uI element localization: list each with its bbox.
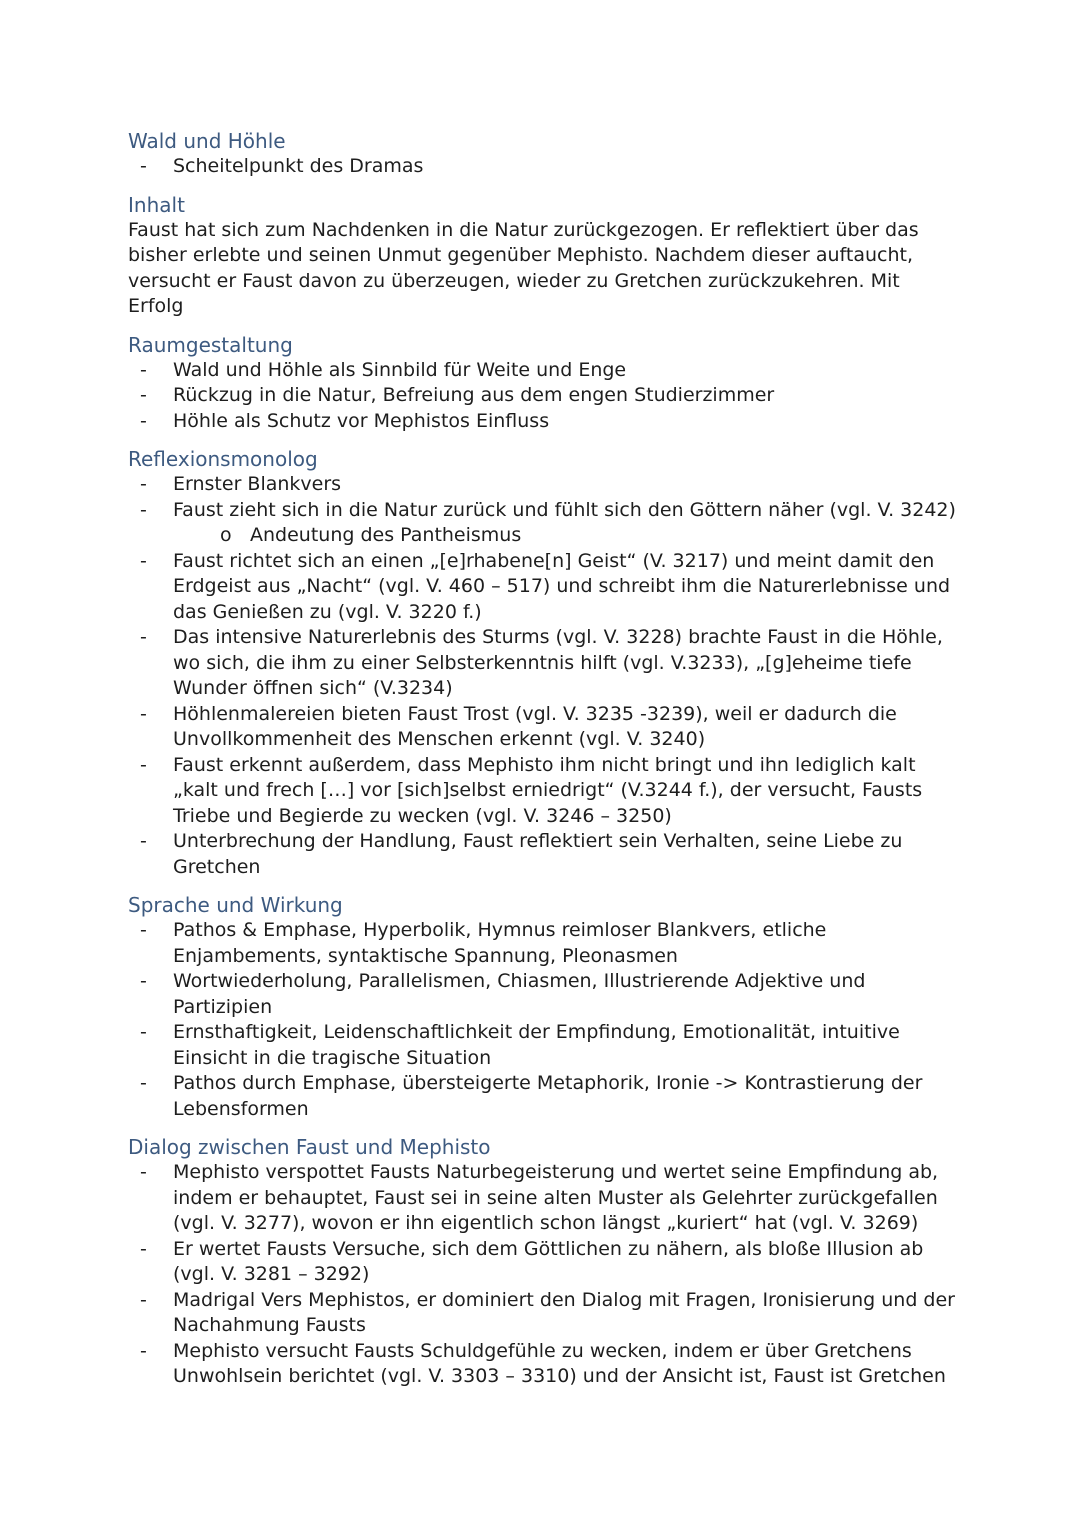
list-item: - Ernster Blankvers bbox=[128, 472, 958, 498]
list-item: - Höhlenmalereien bieten Faust Trost (vgl. V. 3235 -3239), weil er dadurch die Unvollkommenheit des Menschen erkennt (vgl. V. 3240) bbox=[128, 702, 958, 753]
section-heading: Reflexionsmonolog bbox=[128, 447, 318, 471]
list-item: - Unterbrechung der Handlung, Faust reflektiert sein Verhalten, seine Liebe zu Gretchen bbox=[128, 829, 958, 880]
sub-list-item: o Andeutung des Pantheismus bbox=[128, 523, 958, 549]
list-item: - Wortwiederholung, Parallelismen, Chiasmen, Illustrierende Adjektive und Partizipien bbox=[128, 969, 958, 1020]
list-item: - Faust erkennt außerdem, dass Mephisto ihm nicht bringt und ihn lediglich kalt „kalt und frech […] vor [sich]selbst erniedrigt“ (V.3244 f.), der versucht, Fausts Triebe und Begierde zu wecken (vgl. V. 3246 – 3250) bbox=[128, 753, 958, 830]
list-item: - Er wertet Fausts Versuche, sich dem Göttlichen zu nähern, als bloße Illusion ab (vgl. V. 3281 – 3292) bbox=[128, 1237, 958, 1288]
bullet-list bbox=[128, 1160, 958, 1390]
list-item: - Das intensive Naturerlebnis des Sturms (vgl. V. 3228) brachte Faust in die Höhle, wo sich, die ihm zu einer Selbsterkenntnis hilft (vgl. V.3233), „[g]eheime tiefe Wunder öffnen sich“ (V.3234) bbox=[128, 625, 958, 702]
bullet-list bbox=[128, 918, 958, 1122]
bullet-list bbox=[128, 358, 958, 435]
list-item: - Rückzug in die Natur, Befreiung aus dem engen Studierzimmer bbox=[128, 383, 958, 409]
list-item: - Ernsthaftigkeit, Leidenschaftlichkeit der Empfindung, Emotionalität, intuitive Einsicht in die tragische Situation bbox=[128, 1020, 958, 1071]
sub-bullet-list bbox=[128, 523, 958, 549]
section-heading: Dialog zwischen Faust und Mephisto bbox=[128, 1135, 491, 1159]
bullet-list bbox=[128, 549, 958, 881]
list-item: - Pathos & Emphase, Hyperbolik, Hymnus reimloser Blankvers, etliche Enjambements, syntaktische Spannung, Pleonasmen bbox=[128, 918, 958, 969]
section-sprache-und-wirkung bbox=[128, 892, 958, 1122]
list-item: - Faust richtet sich an einen „[e]rhabene[n] Geist“ (V. 3217) und meint damit den Erdgeist aus „Nacht“ (vgl. V. 460 – 517) und schreibt ihm die Naturerlebnisse und das Genießen zu (vgl. V. 3220 f.) bbox=[128, 549, 958, 626]
paragraph: Faust hat sich zum Nachdenken in die Natur zurückgezogen. Er reflektiert über das bisher erlebte und seinen Unmut gegenüber Mephisto. Nachdem dieser auftaucht, versucht er Faust davon zu überzeugen, wieder zu Gretchen zurückzukehren. Mit Erfolg bbox=[128, 218, 919, 317]
list-item: - Wald und Höhle als Sinnbild für Weite und Enge bbox=[128, 358, 958, 384]
section-dialog bbox=[128, 1134, 958, 1390]
section-heading: Sprache und Wirkung bbox=[128, 893, 343, 917]
list-item: - Höhle als Schutz vor Mephistos Einfluss bbox=[128, 409, 958, 435]
bullet-list bbox=[128, 154, 958, 180]
list-item: - Madrigal Vers Mephistos, er dominiert den Dialog mit Fragen, Ironisierung und der Nachahmung Fausts bbox=[128, 1288, 958, 1339]
section-heading: Wald und Höhle bbox=[128, 129, 286, 153]
section-inhalt bbox=[128, 192, 958, 320]
section-reflexionsmonolog bbox=[128, 446, 958, 880]
list-item: - Faust zieht sich in die Natur zurück und fühlt sich den Göttern näher (vgl. V. 3242) bbox=[128, 498, 958, 524]
list-item: - Pathos durch Emphase, übersteigerte Metaphorik, Ironie -> Kontrastierung der Lebensformen bbox=[128, 1071, 958, 1122]
list-item: - Mephisto verspottet Fausts Naturbegeisterung und wertet seine Empfindung ab, indem er behauptet, Faust sei in seine alten Muster als Gelehrter zurückgefallen (vgl. V. 3277), wovon er ihn eigentlich schon längst „kuriert“ hat (vgl. V. 3269) bbox=[128, 1160, 958, 1237]
section-raumgestaltung bbox=[128, 332, 958, 435]
section-heading: Inhalt bbox=[128, 192, 185, 217]
list-item: - Scheitelpunkt des Dramas bbox=[128, 154, 958, 180]
document-page bbox=[128, 128, 958, 1402]
list-item: - Mephisto versucht Fausts Schuldgefühle zu wecken, indem er über Gretchens Unwohlsein berichtet (vgl. V. 3303 – 3310) und der Ansicht ist, Faust ist Gretchen bbox=[128, 1339, 958, 1390]
section-wald-und-hoehle bbox=[128, 128, 958, 180]
section-heading: Raumgestaltung bbox=[128, 332, 293, 357]
bullet-list bbox=[128, 472, 958, 523]
